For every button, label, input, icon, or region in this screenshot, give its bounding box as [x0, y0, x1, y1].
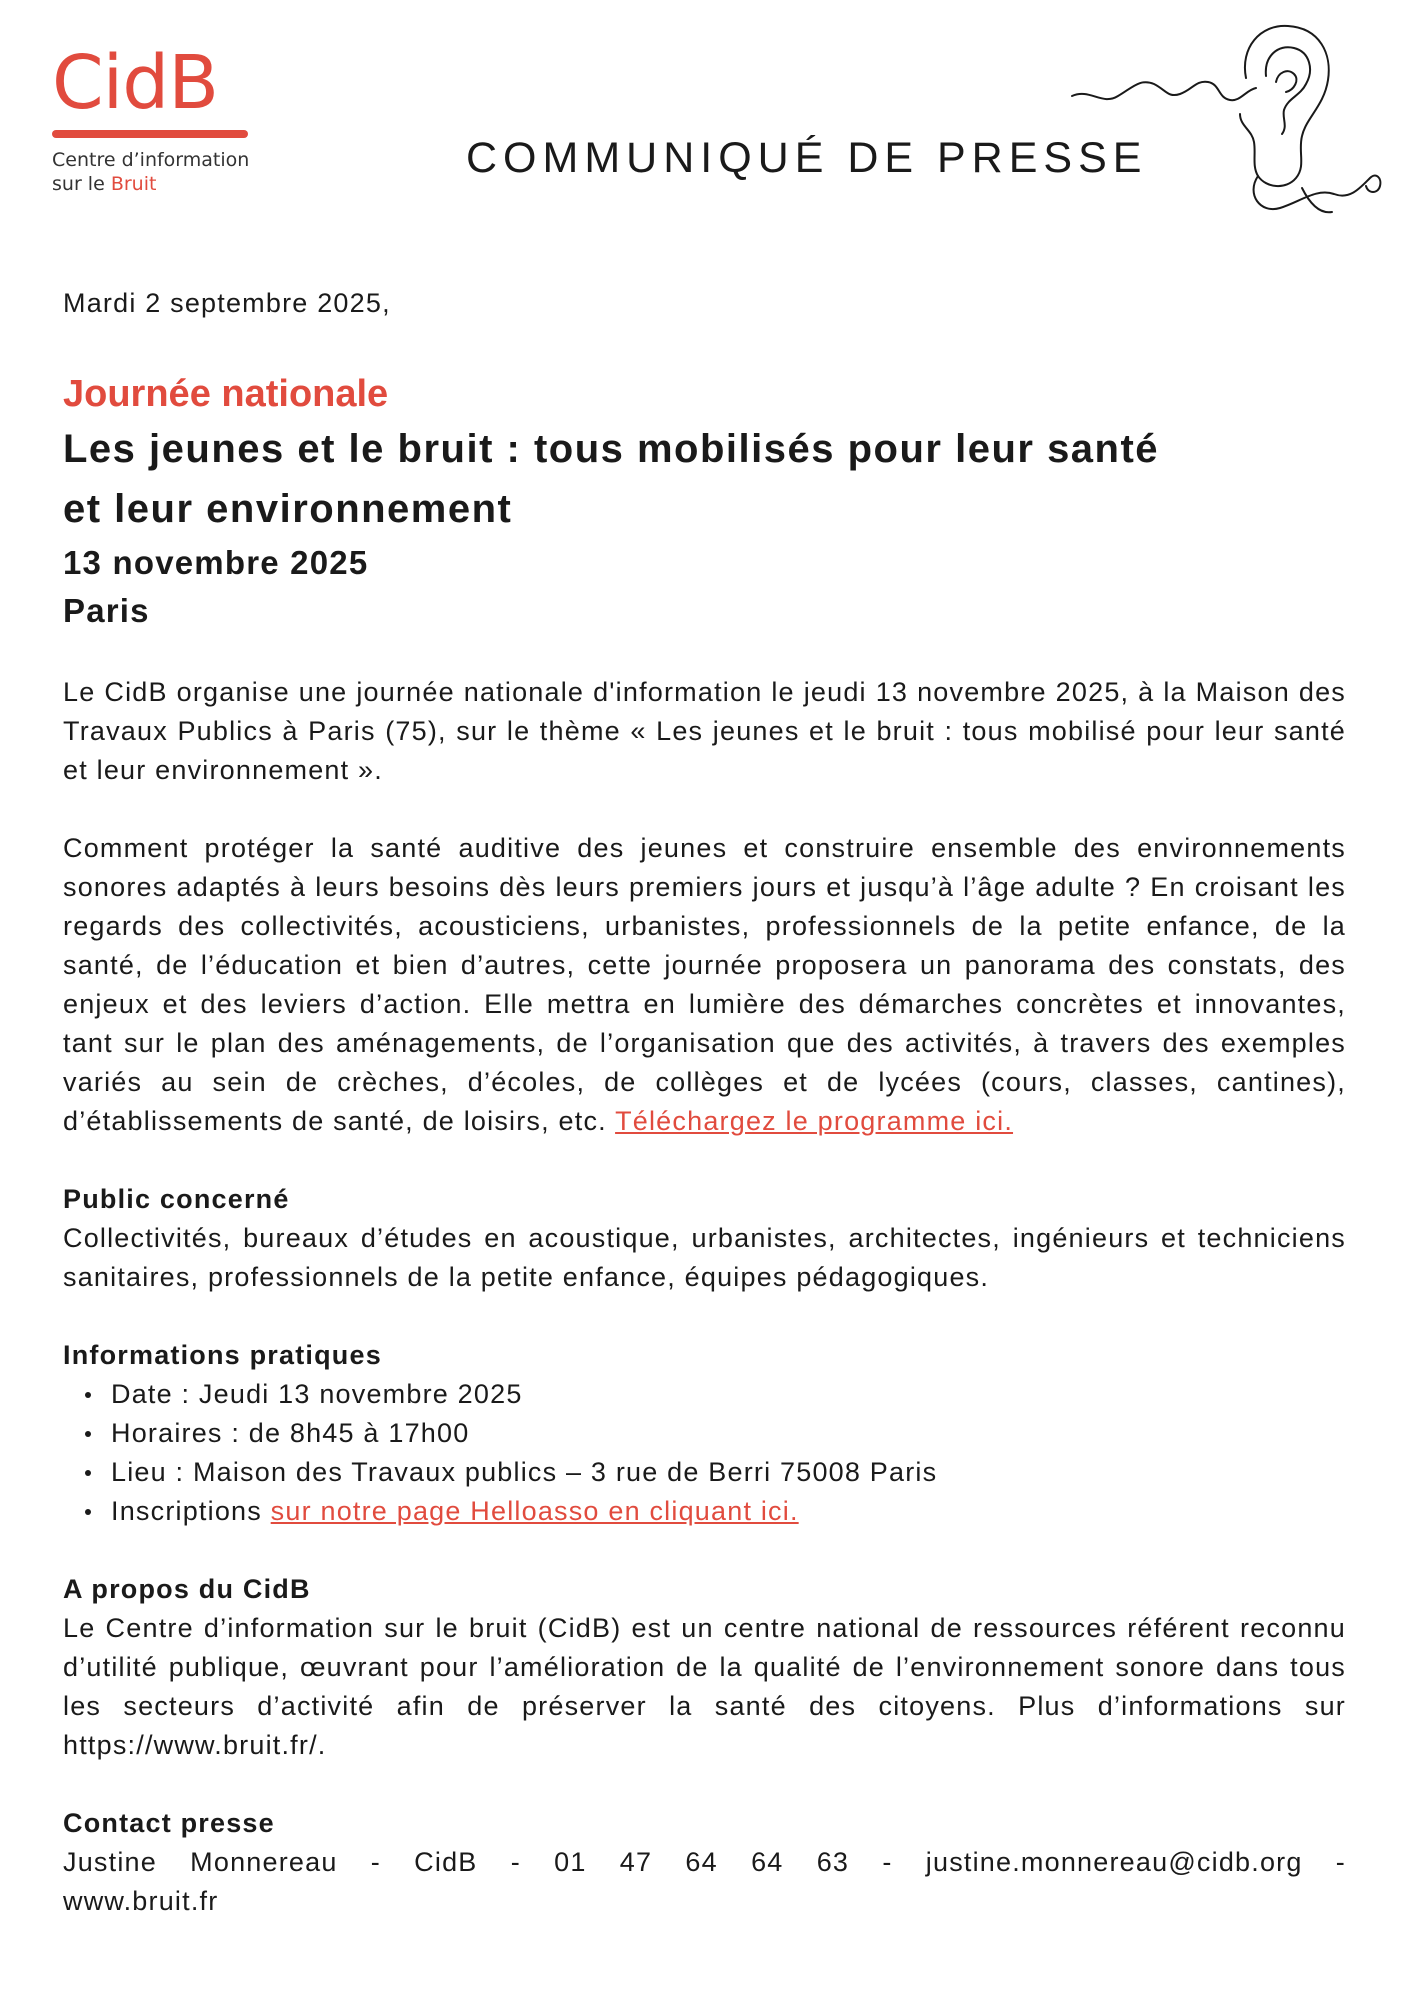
event-title-line2: et leur environnement: [63, 487, 513, 531]
practical-info-title: Informations pratiques: [63, 1340, 382, 1370]
info-item-hours: Horaires : de 8h45 à 17h00: [85, 1414, 1346, 1453]
bullet-icon: [85, 1392, 91, 1398]
event-city: Paris: [63, 592, 150, 629]
contact-title: Contact presse: [63, 1808, 275, 1838]
info-item-date: Date : Jeudi 13 novembre 2025: [85, 1375, 1346, 1414]
logo-tagline: [52, 148, 372, 196]
cidb-logo: [52, 40, 372, 196]
logo-tagline-line2: [52, 172, 372, 196]
event-title-line1: Les jeunes et le bruit : tous mobilisés pour leur santé: [63, 427, 1160, 471]
logo-underline-bar: [52, 130, 248, 138]
info-item-registration: [85, 1492, 1346, 1531]
contact-line1: Justine Monnereau - CidB - 01 47 64 64 63 - justine.monnereau@cidb.org -: [63, 1847, 1346, 1877]
bullet-icon: [85, 1470, 91, 1476]
intro-paragraph: Le CidB organise une journée nationale d'information le jeudi 13 novembre 2025, à la Maison des Travaux Publics à Paris (75), sur le thème « Les jeunes et le bruit : tous mobilisé pour leur santé et leur environnement ».: [63, 677, 1346, 785]
bullet-icon: [85, 1431, 91, 1437]
press-release-body: [63, 288, 1346, 1921]
description-paragraph: [63, 829, 1346, 1141]
about-text: Le Centre d’information sur le bruit (CidB) est un centre national de ressources référent reconnu d’utilité publique, œuvrant pour l’amélioration de la qualité de l’environnement sonore dans tous les secteurs d’activité afin de préserver la santé des citoyens. Plus d’informations sur https://www.bruit.fr/.: [63, 1613, 1346, 1760]
public-title: Public concerné: [63, 1184, 290, 1214]
bullet-icon: [85, 1509, 91, 1515]
logo-wordmark: CidB: [52, 40, 218, 126]
about-title: A propos du CidB: [63, 1574, 311, 1604]
public-text: Collectivités, bureaux d’études en acoustique, urbanistes, architectes, ingénieurs et techniciens sanitaires, professionnels de la petite enfance, équipes pédagogiques.: [63, 1223, 1346, 1292]
registration-link[interactable]: sur notre page Helloasso en cliquant ici.: [270, 1496, 799, 1526]
description-text: Comment protéger la santé auditive des jeunes et construire ensemble des environnements sonores adaptés à leurs besoins dès leurs premiers jours et jusqu’à l’âge adulte ? En croisant les regards des collectivités, acousticiens, urbanistes, professionnels de la petite enfance, de la santé, de l’éducation et bien d’autres, cette journée proposera un panorama des constats, des enjeux et des leviers d’action. Elle mettra en lumière des démarches concrètes et innovantes, tant sur le plan des aménagements, de l’organisation que des activités, à travers des exemples variés au sein de crèches, d’écoles, de collèges et de lycées (cours, classes, cantines), d’établissements de santé, de loisirs, etc.: [63, 833, 1346, 1136]
release-date: Mardi 2 septembre 2025,: [63, 288, 391, 318]
ear-line-drawing-icon: [1070, 18, 1390, 228]
event-kicker: Journée nationale: [63, 373, 389, 415]
info-item-location: Lieu : Maison des Travaux publics – 3 rue de Berri 75008 Paris: [85, 1453, 1346, 1492]
logo-tagline-accent: Bruit: [110, 173, 157, 195]
practical-info-list: [63, 1375, 1346, 1531]
registration-prefix: Inscriptions: [111, 1496, 271, 1526]
contact-website: www.bruit.fr: [63, 1886, 219, 1916]
event-date: 13 novembre 2025: [63, 544, 369, 581]
logo-tagline-prefix: sur le: [52, 173, 111, 195]
press-release-title: COMMUNIQUÉ DE PRESSE: [466, 134, 1148, 182]
logo-tagline-line1: Centre d’information: [52, 149, 250, 171]
download-program-link[interactable]: Téléchargez le programme ici.: [615, 1106, 1014, 1136]
